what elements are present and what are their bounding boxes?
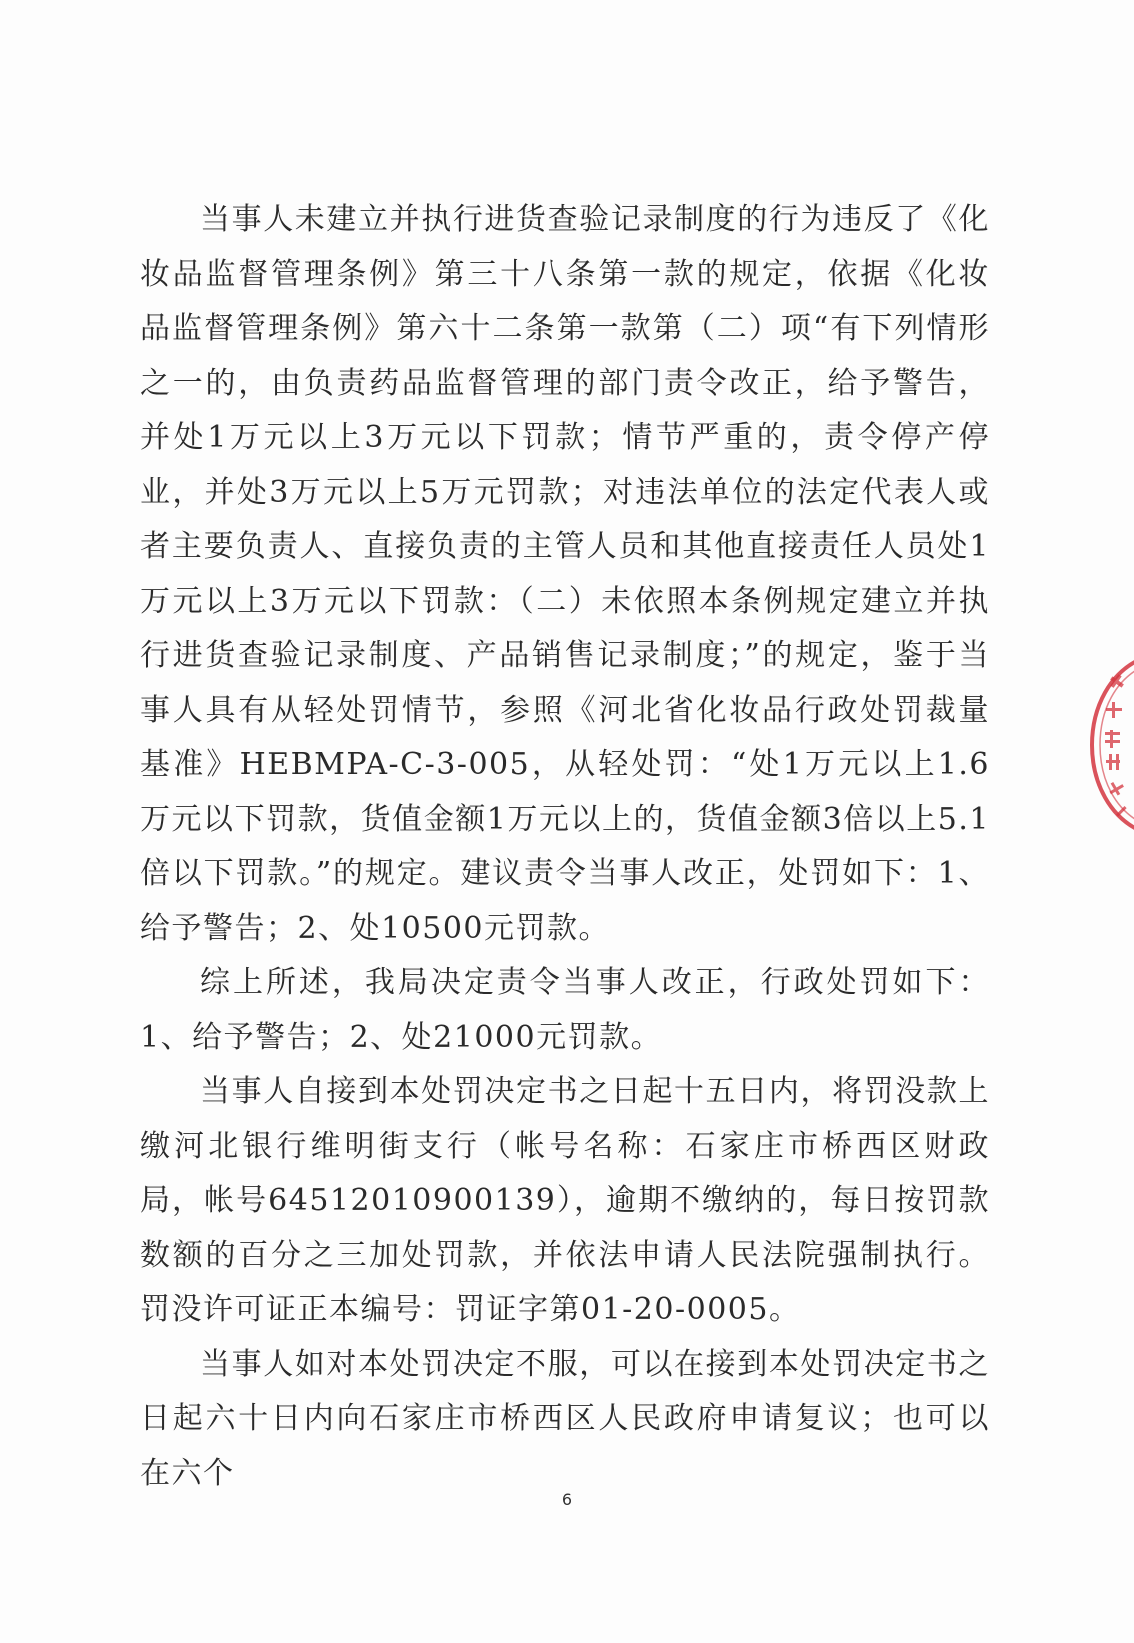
seal-icon bbox=[1088, 650, 1134, 840]
paragraph-payment-instructions: 当事人自接到本处罚决定书之日起十五日内，将罚没款上缴河北银行维明街支行（帐号名称：石家庄市桥西区财政局，帐号64512010900139），逾期不缴纳的，每日按罚款数额的百分之三加处罚款，并依法申请人民法院强制执行。罚没许可证正本编号：罚证字第01-20-0005。 bbox=[140, 1074, 990, 1327]
paragraph-decision-summary: 综上所述，我局决定责令当事人改正，行政处罚如下：1、给予警告；2、处21000元罚款。 bbox=[140, 965, 990, 1055]
page-number: 6 bbox=[561, 1490, 573, 1509]
document-body bbox=[140, 193, 990, 1501]
paragraph-appeal-rights: 当事人如对本处罚决定不服，可以在接到本处罚决定书之日起六十日内向石家庄市桥西区人民政府申请复议；也可以在六个 bbox=[140, 1346, 990, 1491]
paragraph-violation-basis: 当事人未建立并执行进货查验记录制度的行为违反了《化妆品监督管理条例》第三十八条第一款的规定，依据《化妆品监督管理条例》第六十二条第一款第（二）项“有下列情形之一的，由负责药品监督管理的部门责令改正，给予警告，并处1万元以上3万元以下罚款；情节严重的，责令停产停业，并处3万元以上5万元罚款；对违法单位的法定代表人或者主要负责人、直接负责的主管人员和其他直接责任人员处1万元以上3万元以下罚款：（二）未依照本条例规定建立并执行进货查验记录制度、产品销售记录制度；”的规定，鉴于当事人具有从轻处罚情节，参照《河北省化妆品行政处罚裁量基准》HEBMPA-C-3-005，从轻处罚：“处1万元以上1.6万元以下罚款，货值金额1万元以上的，货值金额3倍以上5.1倍以下罚款。”的规定。建议责令当事人改正，处罚如下：1、给予警告；2、处10500元罚款。 bbox=[140, 202, 990, 946]
official-seal-fragment bbox=[1088, 650, 1134, 840]
